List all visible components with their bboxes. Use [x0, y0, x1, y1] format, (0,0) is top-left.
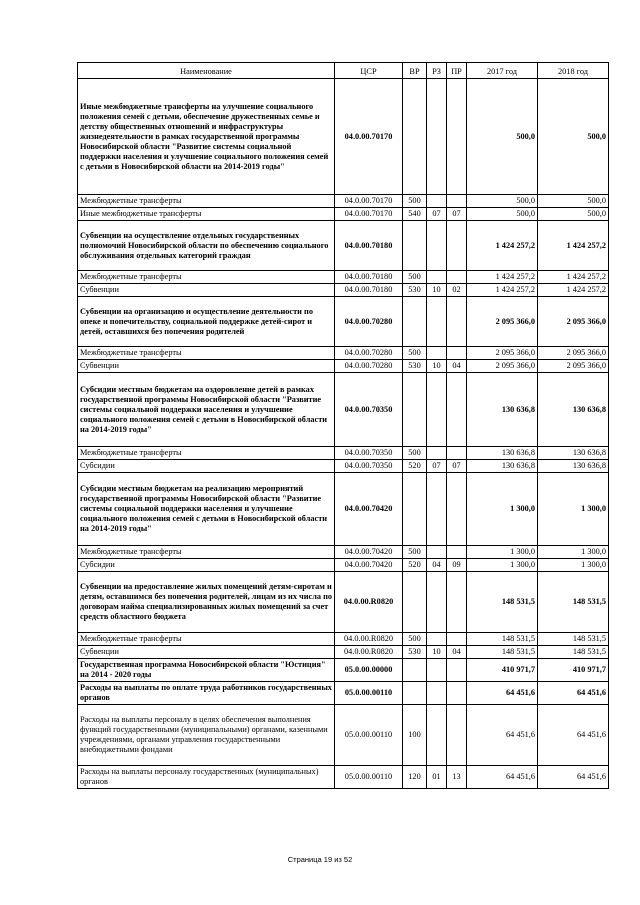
table-row [78, 646, 609, 659]
cell-csr: 04.0.00.70420 [335, 559, 403, 572]
cell-amount-2017: 1 300,0 [467, 473, 538, 546]
cell-rz: 01 [427, 766, 447, 789]
table-row [78, 447, 609, 460]
cell-amount-2017: 64 451,6 [467, 766, 538, 789]
cell-amount-2017: 130 636,8 [467, 460, 538, 473]
cell-pr [447, 373, 467, 447]
cell-csr: 04.0.00.70420 [335, 546, 403, 559]
cell-amount-2017: 130 636,8 [467, 373, 538, 447]
cell-vr: 500 [403, 633, 427, 646]
cell-rz [427, 373, 447, 447]
cell-rz [427, 473, 447, 546]
cell-amount-2017: 1 300,0 [467, 546, 538, 559]
cell-name: Межбюджетные трансферты [78, 447, 335, 460]
cell-vr: 520 [403, 460, 427, 473]
cell-amount-2017: 64 451,6 [467, 682, 538, 705]
cell-amount-2017: 500,0 [467, 79, 538, 195]
header-vr: ВР [403, 63, 427, 79]
cell-name: Межбюджетные трансферты [78, 347, 335, 360]
cell-amount-2018: 2 095 366,0 [538, 360, 609, 373]
cell-vr [403, 373, 427, 447]
cell-csr: 04.0.00.70180 [335, 284, 403, 297]
cell-name: Субсидии местным бюджетам на оздоровление детей в рамках государственной программы Новосибирской области "Развитие системы социальной поддержки населения и улучшение социального положения семей с детьми в Новосибирской области на 2014-2019 годы" [78, 373, 335, 447]
table-row [78, 460, 609, 473]
header-csr: ЦСР [335, 63, 403, 79]
cell-name: Межбюджетные трансферты [78, 271, 335, 284]
cell-amount-2017: 64 451,6 [467, 705, 538, 766]
table-body [78, 79, 609, 789]
cell-csr: 04.0.00.70350 [335, 373, 403, 447]
cell-rz: 10 [427, 646, 447, 659]
cell-amount-2018: 1 300,0 [538, 546, 609, 559]
cell-name: Межбюджетные трансферты [78, 195, 335, 208]
cell-amount-2017: 2 095 366,0 [467, 297, 538, 347]
table-row [78, 360, 609, 373]
cell-amount-2018: 1 300,0 [538, 473, 609, 546]
cell-amount-2018: 130 636,8 [538, 447, 609, 460]
cell-vr: 500 [403, 447, 427, 460]
cell-vr: 500 [403, 546, 427, 559]
cell-name: Расходы на выплаты по оплате труда работников государственных органов [78, 682, 335, 705]
cell-vr: 500 [403, 195, 427, 208]
cell-rz [427, 271, 447, 284]
cell-amount-2018: 1 424 257,2 [538, 221, 609, 271]
cell-pr: 09 [447, 559, 467, 572]
header-pr: ПР [447, 63, 467, 79]
cell-rz [427, 659, 447, 682]
cell-name: Субсидии [78, 559, 335, 572]
cell-name: Расходы на выплаты персоналу в целях обеспечения выполнения функций государственными (муниципальными) органами, казенными учреждениями, органами управления государственными внебюджетными фондами [78, 705, 335, 766]
cell-name: Иные межбюджетные трансферты на улучшение социального положения семей с детьми, обеспечение дружественных семье и детству общественных отношений и инфраструктуры жизнедеятельности в рамках государственной программы Новосибирской области "Развитие системы социальной поддержки населения и улучшение социального положения семей с детьми в Новосибирской области на 2014-2019 годы" [78, 79, 335, 195]
cell-vr [403, 473, 427, 546]
cell-csr: 04.0.00.70180 [335, 271, 403, 284]
cell-amount-2018: 130 636,8 [538, 460, 609, 473]
cell-vr [403, 659, 427, 682]
cell-vr [403, 682, 427, 705]
table-row [78, 766, 609, 789]
cell-amount-2018: 148 531,5 [538, 572, 609, 633]
cell-amount-2018: 1 300,0 [538, 559, 609, 572]
cell-amount-2017: 2 095 366,0 [467, 360, 538, 373]
cell-pr [447, 682, 467, 705]
cell-vr [403, 572, 427, 633]
cell-csr: 05.0.00.00110 [335, 766, 403, 789]
cell-amount-2018: 64 451,6 [538, 766, 609, 789]
cell-vr: 120 [403, 766, 427, 789]
cell-amount-2017: 1 424 257,2 [467, 271, 538, 284]
cell-csr: 04.0.00.R0820 [335, 572, 403, 633]
table-row [78, 473, 609, 546]
cell-name: Субвенции на предоставление жилых помещений детям-сиротам и детям, оставшимся без попечения родителей, лицам из их числа по договорам найма специализированных жилых помещений за счет средств областного бюджета [78, 572, 335, 633]
cell-rz: 04 [427, 559, 447, 572]
table-row [78, 271, 609, 284]
cell-rz [427, 297, 447, 347]
cell-name: Субсидии [78, 460, 335, 473]
cell-pr [447, 271, 467, 284]
cell-amount-2018: 148 531,5 [538, 646, 609, 659]
cell-name: Межбюджетные трансферты [78, 546, 335, 559]
cell-amount-2018: 2 095 366,0 [538, 347, 609, 360]
table-row [78, 705, 609, 766]
cell-rz: 07 [427, 460, 447, 473]
cell-vr: 500 [403, 347, 427, 360]
cell-name: Государственная программа Новосибирской области "Юстиция" на 2014 - 2020 годы [78, 659, 335, 682]
cell-amount-2017: 130 636,8 [467, 447, 538, 460]
cell-amount-2018: 500,0 [538, 195, 609, 208]
cell-rz [427, 682, 447, 705]
cell-pr [447, 659, 467, 682]
table-row [78, 559, 609, 572]
cell-csr: 04.0.00.70180 [335, 221, 403, 271]
cell-vr: 530 [403, 360, 427, 373]
cell-pr [447, 633, 467, 646]
cell-name: Субвенции на осуществление отдельных государственных полномочий Новосибирской области по обеспечению социального обслуживания отдельных категорий граждан [78, 221, 335, 271]
cell-vr: 530 [403, 284, 427, 297]
cell-name: Субвенции [78, 646, 335, 659]
cell-pr [447, 447, 467, 460]
cell-name: Межбюджетные трансферты [78, 633, 335, 646]
cell-amount-2018: 1 424 257,2 [538, 284, 609, 297]
header-year-2017: 2017 год [467, 63, 538, 79]
cell-pr: 04 [447, 646, 467, 659]
table-row [78, 284, 609, 297]
cell-csr: 04.0.00.70350 [335, 447, 403, 460]
table-row [78, 633, 609, 646]
cell-rz [427, 195, 447, 208]
cell-rz: 10 [427, 360, 447, 373]
cell-rz [427, 221, 447, 271]
cell-amount-2018: 64 451,6 [538, 682, 609, 705]
header-rz: РЗ [427, 63, 447, 79]
cell-amount-2018: 2 095 366,0 [538, 297, 609, 347]
cell-amount-2018: 130 636,8 [538, 373, 609, 447]
cell-csr: 04.0.00.R0820 [335, 646, 403, 659]
cell-amount-2017: 500,0 [467, 208, 538, 221]
cell-pr [447, 473, 467, 546]
cell-csr: 04.0.00.70350 [335, 460, 403, 473]
cell-pr [447, 195, 467, 208]
cell-csr: 04.0.00.70170 [335, 208, 403, 221]
cell-amount-2017: 2 095 366,0 [467, 347, 538, 360]
cell-amount-2018: 148 531,5 [538, 633, 609, 646]
cell-name: Субвенции на организацию и осуществление деятельности по опеке и попечительству, социальной поддержке детей-сирот и детей, оставшихся без попечения родителей [78, 297, 335, 347]
cell-rz: 10 [427, 284, 447, 297]
table-row [78, 682, 609, 705]
cell-amount-2017: 148 531,5 [467, 633, 538, 646]
cell-vr: 520 [403, 559, 427, 572]
cell-name: Субвенции [78, 284, 335, 297]
cell-amount-2017: 410 971,7 [467, 659, 538, 682]
cell-pr: 13 [447, 766, 467, 789]
table-row [78, 79, 609, 195]
cell-amount-2017: 1 300,0 [467, 559, 538, 572]
cell-csr: 05.0.00.00000 [335, 659, 403, 682]
cell-amount-2017: 1 424 257,2 [467, 221, 538, 271]
cell-csr: 04.0.00.70280 [335, 297, 403, 347]
table-header-row [78, 63, 609, 79]
table-row [78, 195, 609, 208]
cell-rz [427, 705, 447, 766]
cell-amount-2018: 500,0 [538, 208, 609, 221]
cell-rz: 07 [427, 208, 447, 221]
cell-rz [427, 79, 447, 195]
cell-rz [427, 546, 447, 559]
cell-vr [403, 297, 427, 347]
cell-pr [447, 572, 467, 633]
cell-amount-2018: 410 971,7 [538, 659, 609, 682]
cell-name: Субсидии местным бюджетам на реализацию мероприятий государственной программы Новосибирской области "Развитие системы социальной поддержки населения и улучшение социального положения семей с детьми в Новосибирской области на 2014-2019 годы" [78, 473, 335, 546]
cell-pr [447, 79, 467, 195]
cell-pr: 07 [447, 208, 467, 221]
cell-amount-2017: 148 531,5 [467, 646, 538, 659]
cell-amount-2017: 148 531,5 [467, 572, 538, 633]
cell-amount-2018: 64 451,6 [538, 705, 609, 766]
cell-pr [447, 546, 467, 559]
cell-amount-2018: 500,0 [538, 79, 609, 195]
cell-pr: 04 [447, 360, 467, 373]
cell-name: Расходы на выплаты персоналу государственных (муниципальных) органов [78, 766, 335, 789]
cell-rz [427, 447, 447, 460]
table-row [78, 347, 609, 360]
cell-vr: 100 [403, 705, 427, 766]
table-row [78, 572, 609, 633]
cell-csr: 04.0.00.70420 [335, 473, 403, 546]
cell-name: Иные межбюджетные трансферты [78, 208, 335, 221]
cell-rz [427, 633, 447, 646]
cell-csr: 04.0.00.70170 [335, 195, 403, 208]
cell-vr [403, 79, 427, 195]
cell-rz [427, 347, 447, 360]
cell-amount-2017: 500,0 [467, 195, 538, 208]
cell-name: Субвенции [78, 360, 335, 373]
cell-amount-2018: 1 424 257,2 [538, 271, 609, 284]
cell-csr: 04.0.00.R0820 [335, 633, 403, 646]
cell-csr: 04.0.00.70280 [335, 360, 403, 373]
cell-vr: 530 [403, 646, 427, 659]
page-footer: Страница 19 из 52 [287, 855, 353, 864]
cell-rz [427, 572, 447, 633]
cell-amount-2017: 1 424 257,2 [467, 284, 538, 297]
table-row [78, 659, 609, 682]
table-row [78, 208, 609, 221]
table-row [78, 546, 609, 559]
cell-pr [447, 221, 467, 271]
budget-table [77, 62, 609, 789]
table-row [78, 221, 609, 271]
cell-vr: 540 [403, 208, 427, 221]
cell-pr: 02 [447, 284, 467, 297]
table-row [78, 373, 609, 447]
cell-pr [447, 705, 467, 766]
cell-csr: 05.0.00.00110 [335, 705, 403, 766]
cell-csr: 04.0.00.70170 [335, 79, 403, 195]
cell-vr: 500 [403, 271, 427, 284]
cell-csr: 05.0.00.00110 [335, 682, 403, 705]
header-name: Наименование [78, 63, 335, 79]
cell-vr [403, 221, 427, 271]
cell-csr: 04.0.00.70280 [335, 347, 403, 360]
cell-pr: 07 [447, 460, 467, 473]
header-year-2018: 2018 год [538, 63, 609, 79]
cell-pr [447, 297, 467, 347]
cell-pr [447, 347, 467, 360]
table-row [78, 297, 609, 347]
